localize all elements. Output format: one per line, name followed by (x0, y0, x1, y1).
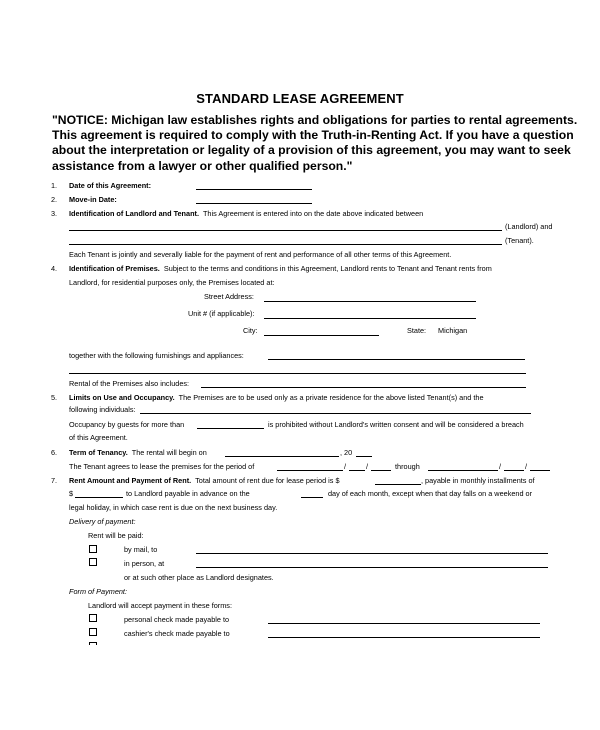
agreement-date-field[interactable] (196, 189, 312, 190)
section-number: 5. (51, 393, 58, 402)
section-4-heading: Identification of Premises. (69, 264, 160, 273)
section-7-body: Total amount of rent due for lease period is $ (195, 476, 340, 485)
street-address-label: Street Address: (204, 292, 254, 301)
period-start-month-field[interactable] (277, 470, 343, 471)
section-number: 1. (51, 181, 58, 190)
personal-check-checkbox[interactable] (89, 614, 97, 622)
section-4-text (69, 264, 492, 273)
person-address-field[interactable] (196, 567, 548, 568)
other-place-text: or at such other place as Landlord designates. (124, 573, 274, 582)
due-day-field[interactable] (301, 497, 323, 498)
start-date-field[interactable] (225, 456, 339, 457)
section-5-text-3: of this Agreement. (69, 433, 128, 442)
period-start-year-field[interactable] (371, 470, 391, 471)
landlord-suffix: (Landlord) and (505, 222, 553, 231)
occupants-field[interactable] (140, 413, 531, 414)
period-end-day-field[interactable] (504, 470, 524, 471)
section-4-text-2: Landlord, for residential purposes only, the Premises located at: (69, 278, 275, 287)
cashier-check-payee-field[interactable] (268, 637, 540, 638)
mail-address-field[interactable] (196, 553, 548, 554)
city-label: City: (243, 326, 258, 335)
period-end-month-field[interactable] (428, 470, 498, 471)
state-value: Michigan (438, 326, 468, 335)
section-5-text (69, 393, 484, 402)
period-end-year-field[interactable] (530, 470, 550, 471)
section-3-body: This Agreement is entered into on the date above indicated between (202, 209, 424, 218)
unit-field[interactable] (264, 318, 476, 319)
personal-check-label: personal check made payable to (124, 615, 230, 624)
unit-label: Unit # (if applicable): (188, 309, 255, 318)
monthly-rent-field[interactable] (75, 497, 123, 498)
furnishings-label: together with the following furnishings and appliances: (69, 351, 244, 360)
section-3-text (69, 209, 423, 218)
accepted-forms-label: Landlord will accept payment in these forms: (88, 601, 232, 610)
guest-days-field[interactable] (197, 428, 264, 429)
date-slash: / (525, 462, 528, 471)
date-slash: / (366, 462, 369, 471)
mail-label: by mail, to (124, 545, 158, 554)
payable-advance-text: to Landlord payable in advance on the (126, 489, 250, 498)
start-year-field[interactable] (356, 456, 372, 457)
landlord-name-field[interactable] (69, 230, 502, 231)
agreement-date-label: Date of this Agreement: (69, 181, 152, 190)
dollar-sign: $ (69, 489, 74, 498)
city-field[interactable] (264, 335, 379, 336)
next-checkbox-partial[interactable] (89, 642, 97, 645)
due-day-text: day of each month, except when that day falls on a weekend or (328, 489, 533, 498)
through-label: through (395, 462, 420, 471)
date-slash: / (344, 462, 347, 471)
section-6-body: The rental will begin on (131, 448, 207, 457)
total-rent-field[interactable] (375, 484, 421, 485)
date-slash: / (499, 462, 502, 471)
person-checkbox[interactable] (89, 558, 97, 566)
section-6-heading: Term of Tenancy. (69, 448, 128, 457)
section-6-text (69, 448, 207, 457)
section-7-text (69, 476, 340, 485)
section-number: 7. (51, 476, 58, 485)
rent-paid-label: Rent will be paid: (88, 531, 144, 540)
section-3-heading: Identification of Landlord and Tenant. (69, 209, 199, 218)
mail-checkbox[interactable] (89, 545, 97, 553)
section-4-body: Subject to the terms and conditions in this Agreement, Landlord rents to Tenant and Tenant rents from (163, 264, 492, 273)
year-prefix: , 20 (340, 448, 353, 457)
move-in-date-field[interactable] (196, 203, 312, 204)
furnishings-field[interactable] (268, 359, 525, 360)
cashier-check-label: cashier's check made payable to (124, 629, 230, 638)
section-number: 6. (51, 448, 58, 457)
holiday-text: legal holiday, in which case rent is due on the next business day. (69, 503, 278, 512)
person-label: in person, at (124, 559, 165, 568)
section-5-body: The Premises are to be used only as a private residence for the above listed Tenant(s) and the (178, 393, 484, 402)
notice-paragraph: "NOTICE: Michigan law establishes rights and obligations for parties to rental agreements. This agreement is required to comply with the Truth-in-Renting Act. If you have a question about the interpretation or legality of a provision of this agreement, you may want to seek assistance from a lawyer or other qualified person." (52, 113, 578, 173)
installments-text: , payable in monthly installments of (421, 476, 535, 485)
state-label: State: (407, 326, 427, 335)
cashier-check-checkbox[interactable] (89, 628, 97, 636)
section-5-heading: Limits on Use and Occupancy. (69, 393, 175, 402)
form-of-payment-heading: Form of Payment: (69, 587, 127, 596)
section-7-heading: Rent Amount and Payment of Rent. (69, 476, 192, 485)
liability-text: Each Tenant is jointly and severally liable for the payment of rent and performance of all other terms of this Agreement. (69, 250, 452, 259)
section-number: 4. (51, 264, 58, 273)
furnishings-field-2[interactable] (69, 373, 526, 374)
period-start-day-field[interactable] (349, 470, 365, 471)
rental-includes-label: Rental of the Premises also includes: (69, 379, 190, 388)
guests-text-a: Occupancy by guests for more than (69, 420, 185, 429)
lease-period-label: The Tenant agrees to lease the premises for the period of (69, 462, 255, 471)
section-5-text-2: following individuals: (69, 405, 136, 414)
personal-check-payee-field[interactable] (268, 623, 540, 624)
section-number: 3. (51, 209, 58, 218)
delivery-heading: Delivery of payment: (69, 517, 136, 526)
street-address-field[interactable] (264, 301, 476, 302)
guests-text-b: is prohibited without Landlord's written consent and will be considered a breach (268, 420, 524, 429)
tenant-name-field[interactable] (69, 244, 502, 245)
document-title: STANDARD LEASE AGREEMENT (196, 91, 404, 106)
tenant-suffix: (Tenant). (505, 236, 534, 245)
section-number: 2. (51, 195, 58, 204)
rental-includes-field[interactable] (201, 387, 526, 388)
move-in-date-label: Move-in Date: (69, 195, 117, 204)
